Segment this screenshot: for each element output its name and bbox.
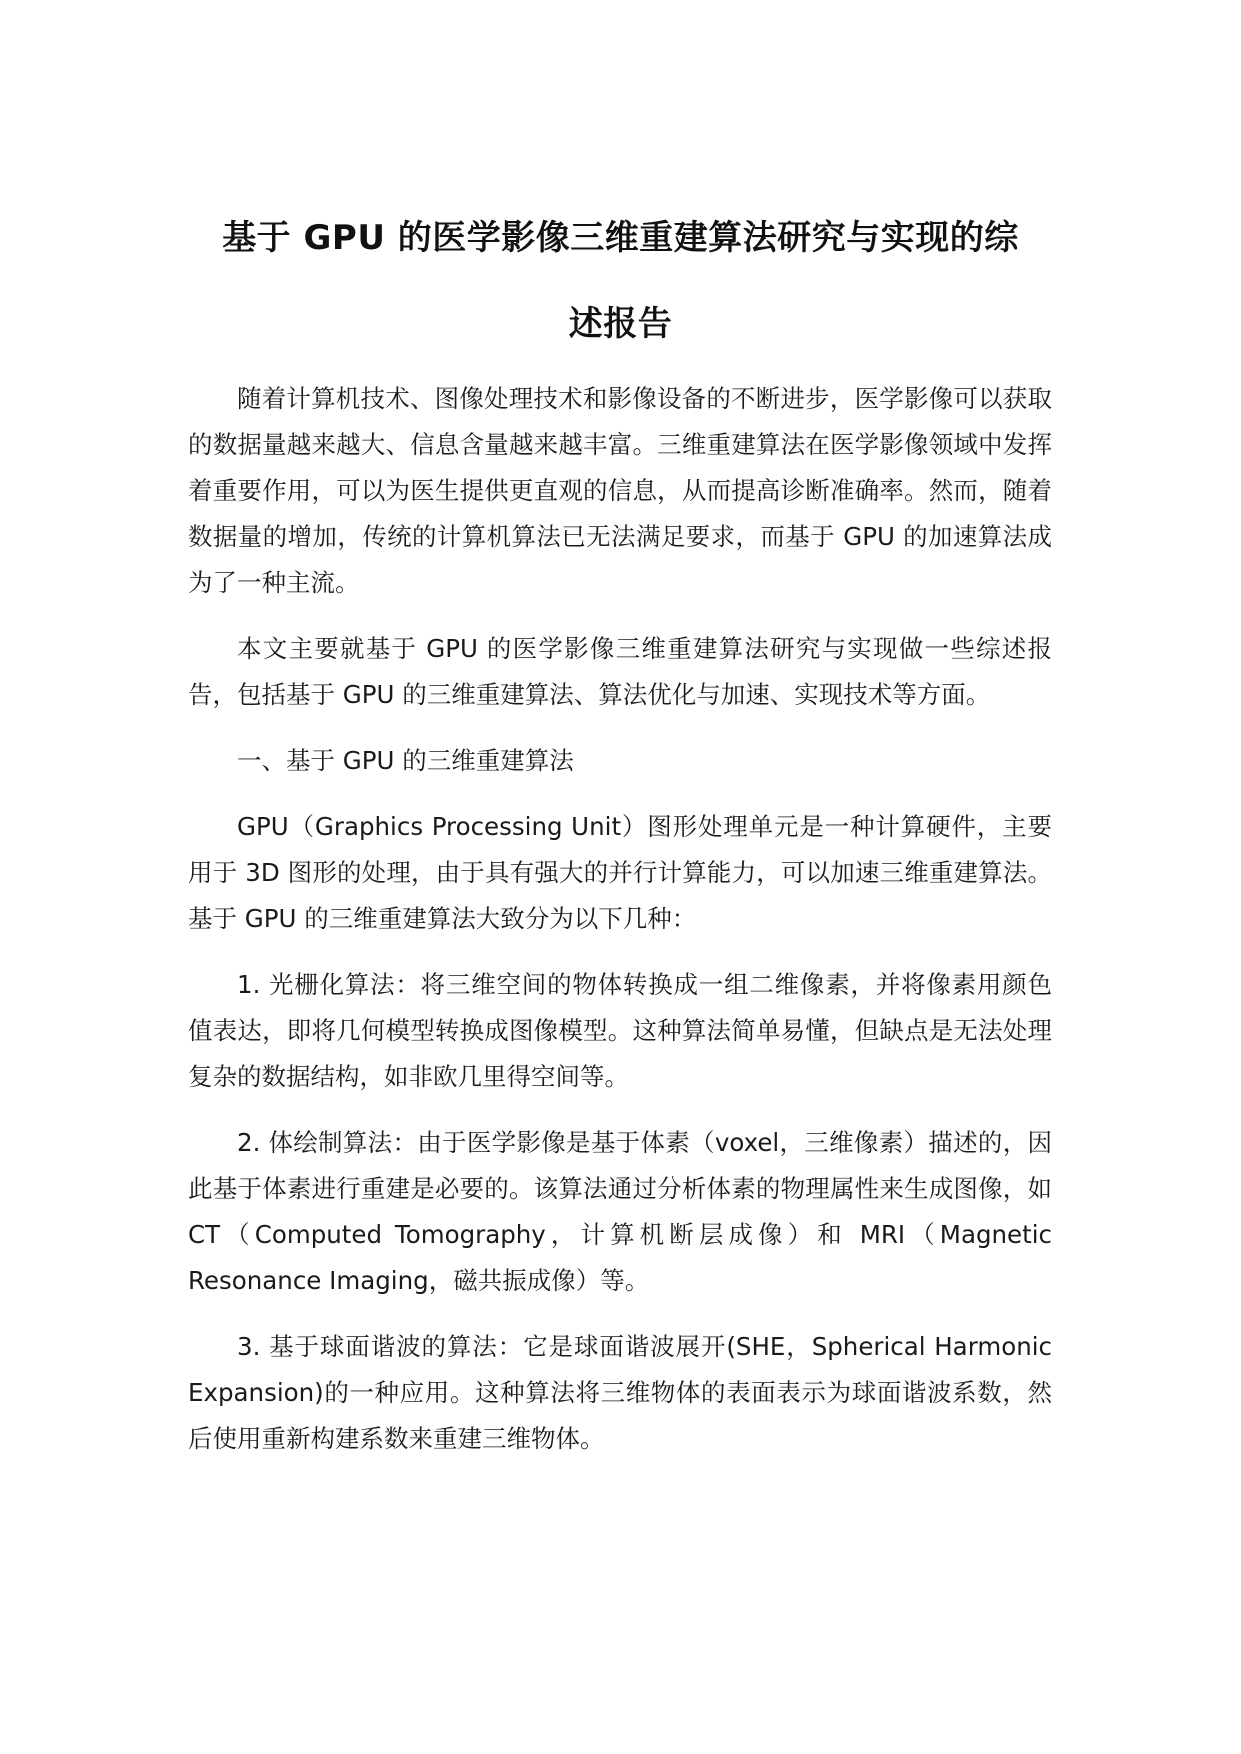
scope-paragraph: 本文主要就基于 GPU 的医学影像三维重建算法研究与实现做一些综述报告，包括基于 GPU 的三维重建算法、算法优化与加速、实现技术等方面。: [188, 634, 1052, 709]
gpu-paragraph: GPU（Graphics Processing Unit）图形处理单元是一种计算硬件，主要用于 3D 图形的处理，由于具有强大的并行计算能力，可以加速三维重建算法。基于 GPU 的三维重建算法大致分为以下几种：: [188, 812, 1052, 933]
section-heading: 一、基于 GPU 的三维重建算法: [237, 746, 574, 775]
list-item-spherical-harmonics: 3. 基于球面谐波的算法：它是球面谐波展开(SHE，Spherical Harmonic Expansion)的一种应用。这种算法将三维物体的表面表示为球面谐波系数，然后使用重新构建系数来重建三维物体。: [188, 1332, 1052, 1453]
intro-paragraph: 随着计算机技术、图像处理技术和影像设备的不断进步，医学影像可以获取的数据量越来越大、信息含量越来越丰富。三维重建算法在医学影像领域中发挥着重要作用，可以为医生提供更直观的信息，从而提高诊断准确率。然而，随着数据量的增加，传统的计算机算法已无法满足要求，而基于 GPU 的加速算法成为了一种主流。: [188, 384, 1052, 597]
title-line-1: 基于 GPU 的医学影像三维重建算法研究与实现的综: [222, 217, 1019, 258]
list-item-volume-rendering: 2. 体绘制算法：由于医学影像是基于体素（voxel，三维像素）描述的，因此基于体素进行重建是必要的。该算法通过分析体素的物理属性来生成图像，如 CT（Computed Tomography，计算机断层成像）和 MRI（Magnetic Resonance Imaging，磁共振成像）等。: [188, 1128, 1052, 1295]
list-item-rasterization: 1. 光栅化算法：将三维空间的物体转换成一组二维像素，并将像素用颜色值表达，即将几何模型转换成图像模型。这种算法简单易懂，但缺点是无法处理复杂的数据结构，如非欧几里得空间等。: [188, 970, 1052, 1091]
document-title: [150, 195, 1091, 367]
document-body: [188, 376, 1052, 1482]
title-line-2: 述报告: [568, 303, 673, 344]
